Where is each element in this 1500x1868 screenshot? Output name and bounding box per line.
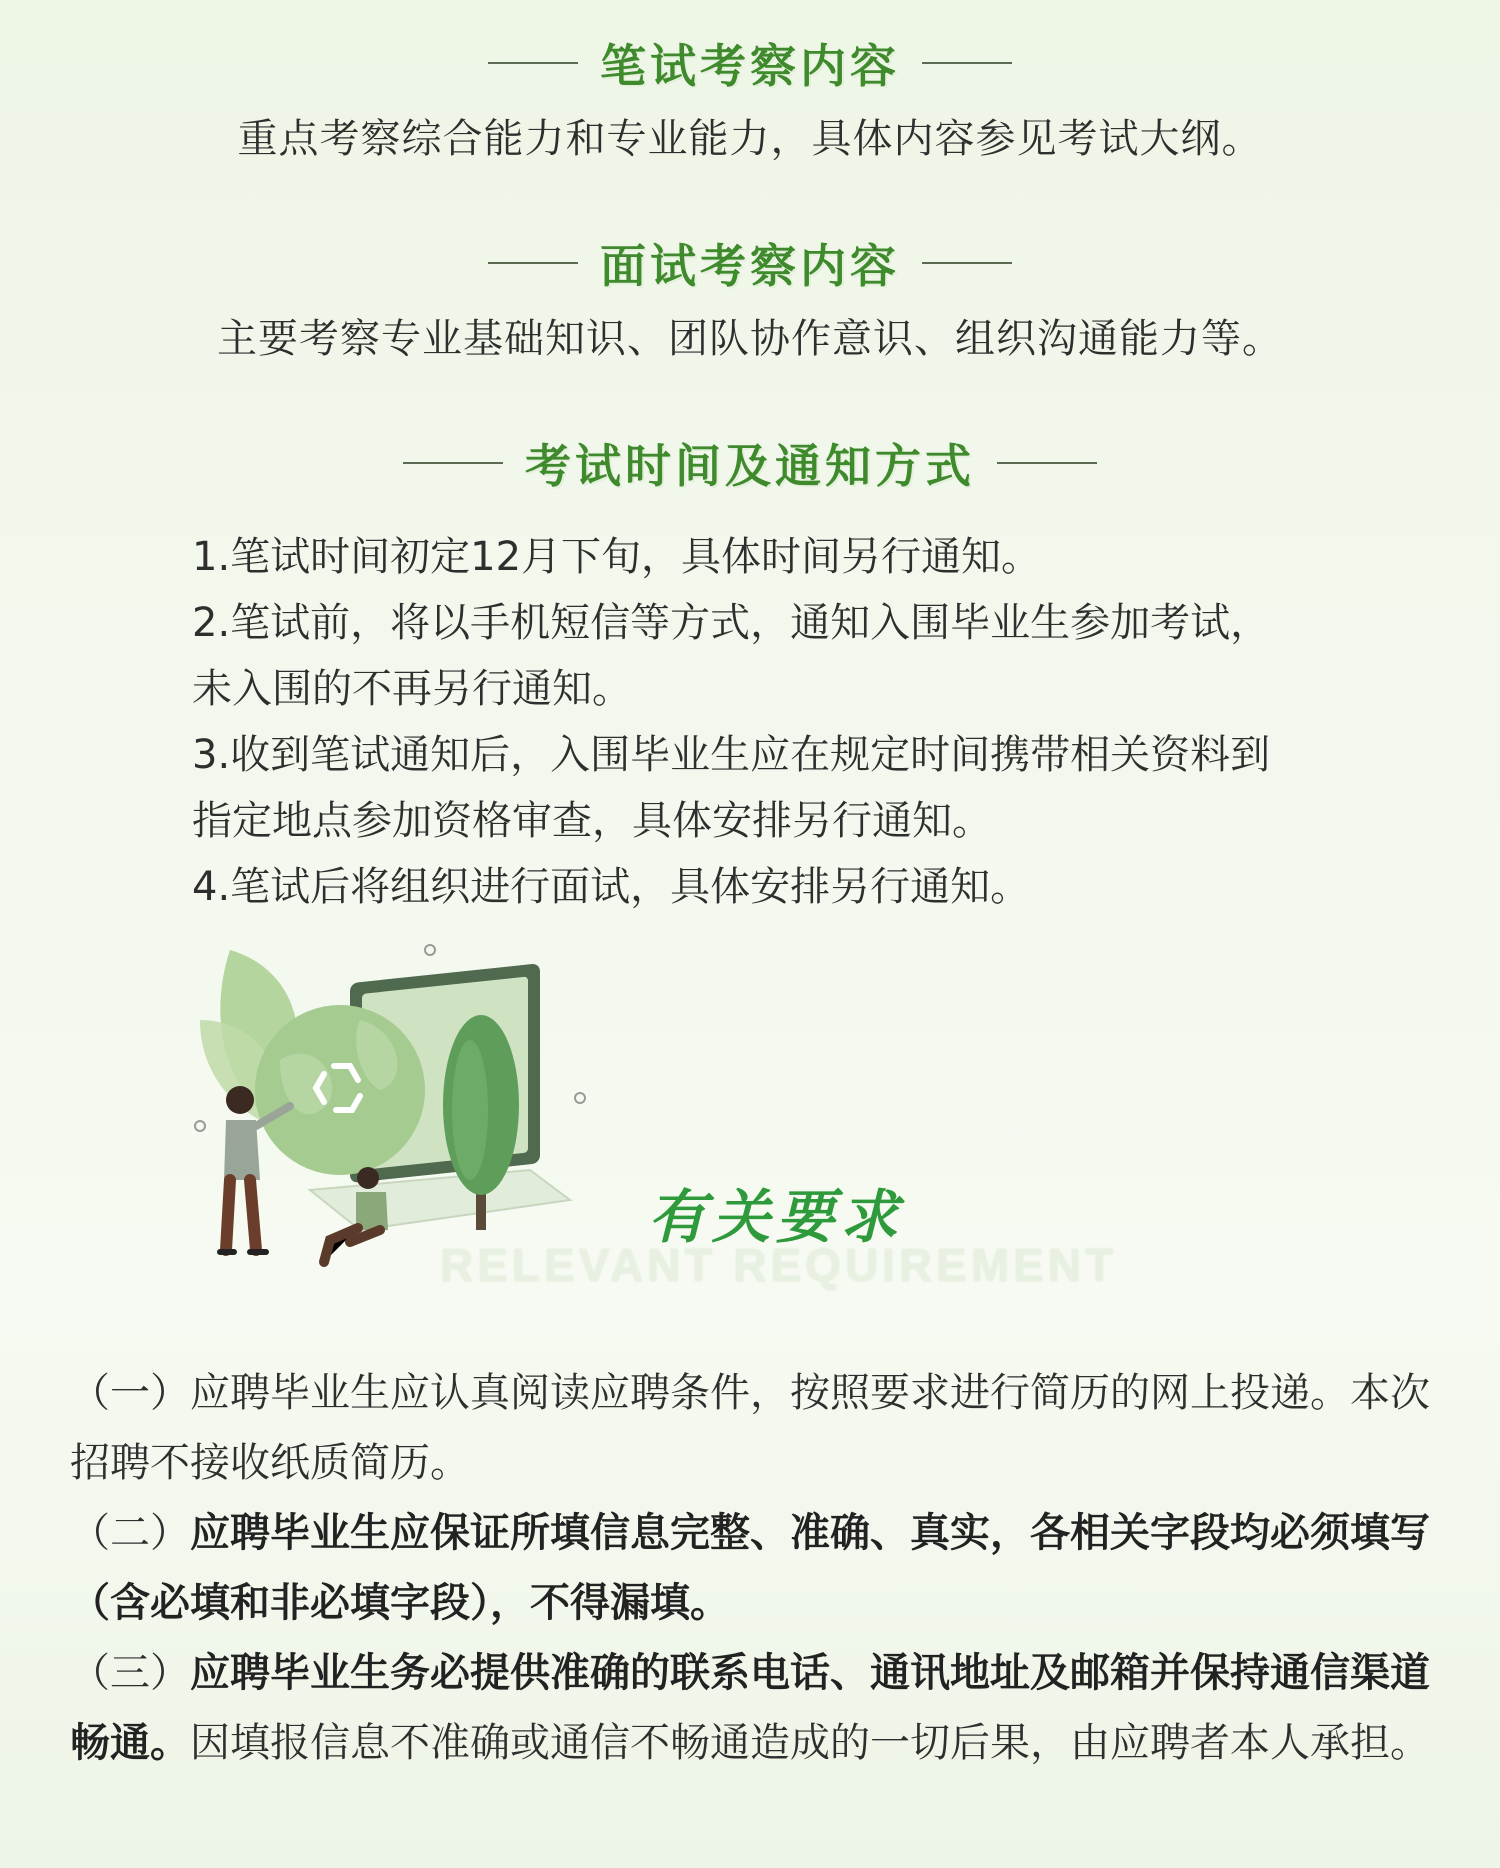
title-divider-right [922, 62, 1012, 64]
requirement-prefix: （一） [70, 1370, 190, 1416]
requirement-prefix: （二） [70, 1510, 190, 1556]
section-title-interview [0, 230, 1500, 296]
title-divider-right [922, 262, 1012, 264]
section-title-text: 笔试考察内容 [600, 39, 900, 93]
section-body-written: 重点考察综合能力和专业能力，具体内容参见考试大纲。 [237, 116, 1263, 162]
section-title-written [0, 30, 1500, 96]
section-title-schedule [0, 430, 1500, 496]
eco-illustration [190, 930, 630, 1270]
requirement-bold-text: 应聘毕业生务必提供准确的联系电话、通讯地址及邮箱并保持通信渠道畅通。 [70, 1650, 1430, 1766]
schedule-line: 2.笔试前，将以手机短信等方式，通知入围毕业生参加考试， [192, 600, 1271, 646]
schedule-line: 4.笔试后将组织进行面试，具体安排另行通知。 [192, 864, 1031, 910]
schedule-line: 指定地点参加资格审查，具体安排另行通知。 [192, 798, 992, 844]
requirement-item-1 [70, 1358, 1440, 1498]
requirement-item-2 [70, 1498, 1440, 1638]
schedule-line: 未入围的不再另行通知。 [192, 666, 632, 712]
requirement-item-3 [70, 1638, 1440, 1778]
requirement-bold-text: 应聘毕业生应保证所填信息完整、准确、真实，各相关字段均必须填写（含必填和非必填字段），不得漏填。 [70, 1510, 1430, 1626]
requirements-subtitle: RELEVANT REQUIREMENT [440, 1239, 1118, 1291]
section-title-text: 考试时间及通知方式 [525, 439, 975, 493]
requirement-text: 应聘毕业生应认真阅读应聘条件，按照要求进行简历的网上投递。本次招聘不接收纸质简历。 [70, 1370, 1430, 1486]
section-body-interview: 主要考察专业基础知识、团队协作意识、组织沟通能力等。 [217, 316, 1283, 362]
requirement-text: 因填报信息不准确或通信不畅通造成的一切后果，由应聘者本人承担。 [190, 1720, 1430, 1766]
requirements-title: 有关要求 [648, 1183, 905, 1251]
schedule-line: 1.笔试时间初定12月下旬，具体时间另行通知。 [192, 534, 1042, 580]
title-divider-left [488, 62, 578, 64]
schedule-line: 3.收到笔试通知后，入围毕业生应在规定时间携带相关资料到 [192, 732, 1271, 778]
section-title-text: 面试考察内容 [600, 239, 900, 293]
requirement-prefix: （三） [70, 1650, 190, 1696]
title-divider-left [403, 462, 503, 464]
title-divider-left [488, 262, 578, 264]
title-divider-right [997, 462, 1097, 464]
